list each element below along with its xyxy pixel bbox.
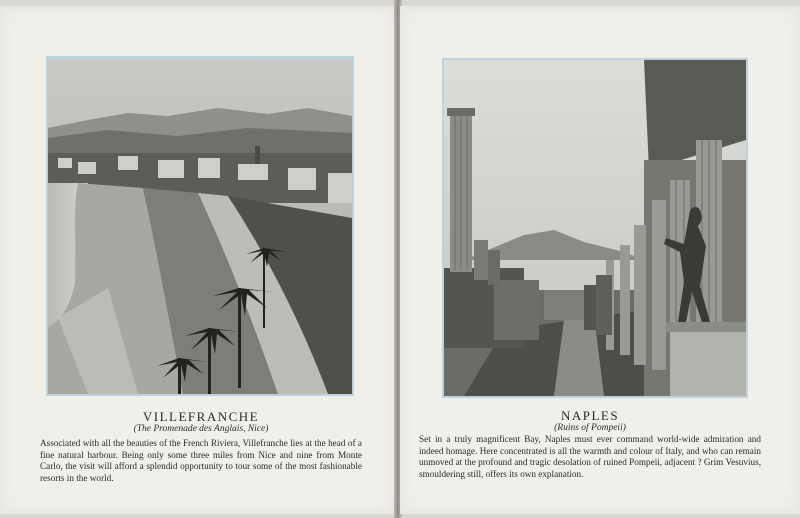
left-page xyxy=(0,6,396,514)
place-title: VILLEFRANCHE xyxy=(142,409,260,424)
promenade-des-anglais-photo xyxy=(48,58,352,394)
place-title: NAPLES xyxy=(560,408,620,423)
naples-caption xyxy=(420,409,760,434)
pompeii-ruins-photo xyxy=(444,60,746,396)
right-page xyxy=(400,6,800,514)
place-subtitle: (The Promenade des Anglais, Nice) xyxy=(133,424,269,434)
place-subtitle: (Ruins of Pompeii) xyxy=(554,423,626,433)
naples-photo xyxy=(442,58,748,398)
villefranche-photo xyxy=(46,56,354,396)
place-description: Associated with all the beauties of the French Riviera, Villefranche lies at the head of a fine natural harbour. Being only some three miles from Nice and nine from Monte Carlo, the visit will afford a splendid opportunity to tour some of the most fashionable resorts in the world. xyxy=(40,438,362,483)
villefranche-caption xyxy=(36,410,366,435)
place-description: Set in a truly magnificent Bay, Naples must ever command world-wide admiration and indeed homage. Here concentrated is all the warmth and colour of Italy, and who can remain unmoved at the profound and tragic desolation of ruined Pompeii, adjacent ? Grim Vesuvius, smouldering still, offers its own explanation. xyxy=(419,434,761,479)
